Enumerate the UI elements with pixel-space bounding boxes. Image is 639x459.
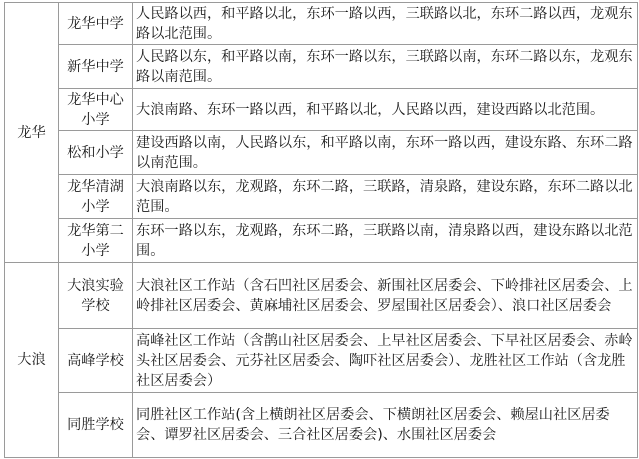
school-name-cell: 高峰学校 [59,329,133,393]
table-row [5,263,638,329]
table-row [5,175,638,219]
zone-area-cell: 大浪南路以东，龙观路，东环二路，三联路，清泉路，建设东路，东环二路以北范围。 [133,175,638,219]
table-row [5,219,638,263]
table-row [5,329,638,393]
zone-area-cell: 大浪社区工作站（含石凹社区居委会、新围社区居委会、下岭排社区居委会、上岭排社区居委会、黄麻埔社区居委会、罗屋围社区居委会）、浪口社区居委会 [133,263,638,329]
table-row [5,131,638,175]
zone-area-cell: 人民路以西，和平路以北，东环一路以西，三联路以北，东环二路以西，龙观东路以北范围。 [133,3,638,45]
school-name-cell: 龙华中学 [59,3,133,45]
zone-area-cell: 大浪南路、东环一路以西，和平路以北，人民路以西，建设西路以北范围。 [133,89,638,131]
zone-area-cell: 人民路以东，和平路以南，东环一路以东，三联路以南，东环二路以东，龙观东路以南范围。 [133,45,638,89]
school-name-cell: 龙华清湖小学 [59,175,133,219]
school-name-cell: 新华中学 [59,45,133,89]
school-name-cell: 龙华中心小学 [59,89,133,131]
school-name-cell: 松和小学 [59,131,133,175]
zone-area-cell: 高峰社区工作站（含鹊山社区居委会、上早社区居委会、下早社区居委会、赤岭头社区居委会、元芬社区居委会、陶吓社区居委会）、龙胜社区工作站（含龙胜社区居委会） [133,329,638,393]
table-row [5,3,638,45]
district-cell: 大浪 [5,263,59,458]
school-zone-table [4,2,638,458]
zone-area-cell: 同胜社区工作站(含上横朗社区居委会、下横朗社区居委会、赖屋山社区居委会、谭罗社区居委会、三合社区居委会)、水围社区居委会 [133,393,638,458]
school-name-cell: 大浪实验学校 [59,263,133,329]
school-name-cell: 龙华第二小学 [59,219,133,263]
zone-area-cell: 东环一路以东，龙观路，东环二路，三联路以南，清泉路以西，建设东路以北范围。 [133,219,638,263]
table-row [5,89,638,131]
district-cell: 龙华 [5,3,59,263]
table-row [5,393,638,458]
school-name-cell: 同胜学校 [59,393,133,458]
table-row [5,45,638,89]
zone-area-cell: 建设西路以南，人民路以东，和平路以南，东环一路以西，建设东路、东环二路以南范围。 [133,131,638,175]
